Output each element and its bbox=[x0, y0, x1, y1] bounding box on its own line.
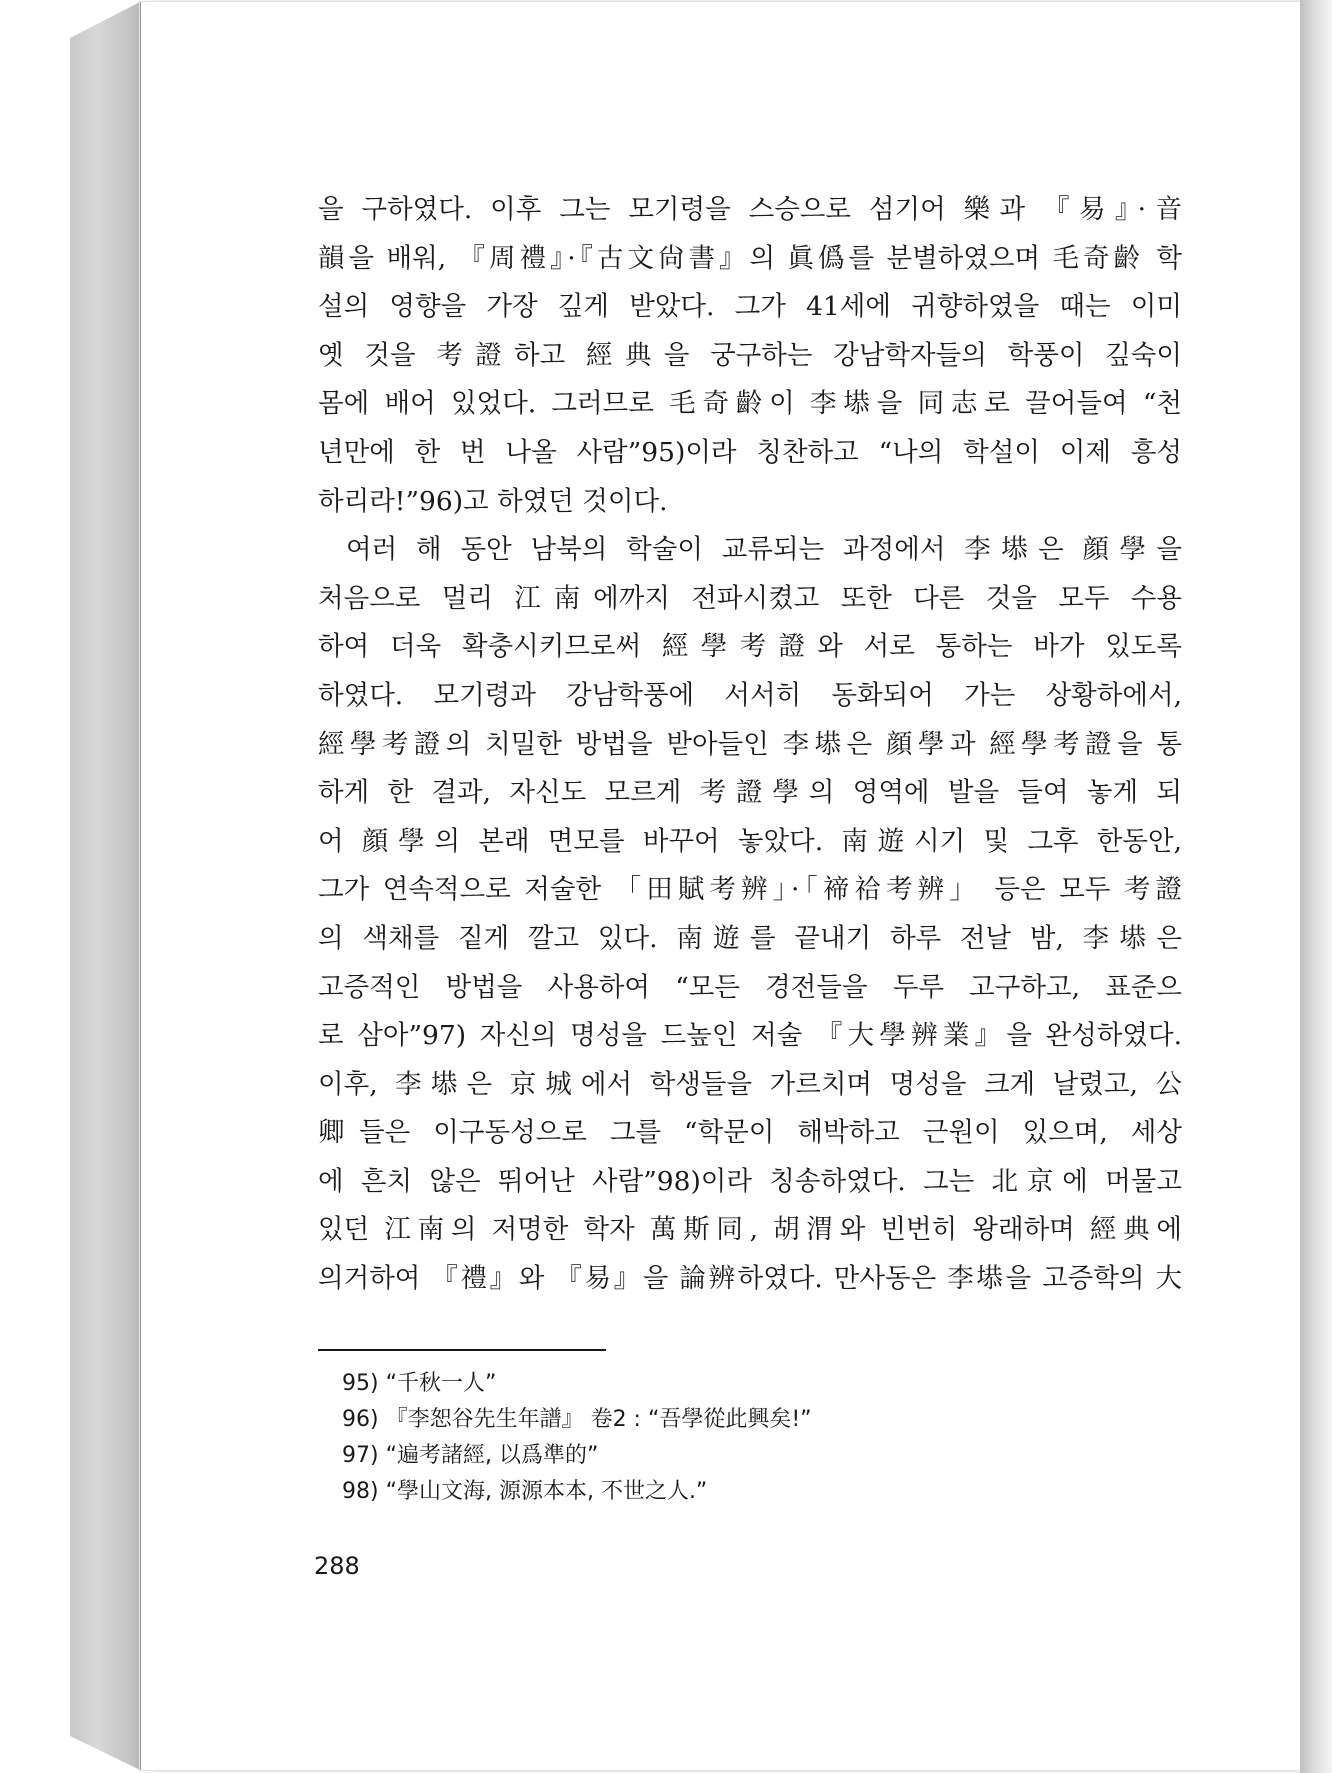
footnote-95: 95) “千秋一人” bbox=[342, 1371, 497, 1396]
body-text bbox=[318, 186, 1182, 1304]
book-spine bbox=[70, 2, 140, 1770]
body-line-18: 로 삼아”97) 자신의 명성을 드높인 저술 『大學辨業』을 완성하였다. bbox=[318, 1020, 1182, 1052]
body-line-12: 經學考證의 치밀한 방법을 받아들인 李塨은 顔學과 經學考證을 통 bbox=[318, 728, 1182, 760]
body-line-8: 여러 해 동안 남북의 학술이 교류되는 과정에서 李塨은 顔學을 bbox=[346, 534, 1182, 566]
body-line-3: 설의 영향을 가장 깊게 받았다. 그가 41세에 귀향하였을 때는 이미 bbox=[318, 291, 1182, 323]
body-line-16: 의 색채를 짙게 깔고 있다. 南遊를 끝내기 하루 전날 밤, 李塨은 bbox=[318, 922, 1182, 954]
body-line-2: 韻을 배워, 『周禮』·『古文尙書』의 眞僞를 분별하였으며 毛奇齡 학 bbox=[318, 242, 1182, 274]
body-line-13: 하게 한 결과, 자신도 모르게 考證學의 영역에 발을 들여 놓게 되 bbox=[318, 777, 1182, 809]
body-line-15: 그가 연속적으로 저술한 「田賦考辨」·「禘祫考辨」 등은 모두 考證 bbox=[318, 874, 1182, 906]
body-line-14: 어 顔學의 본래 면모를 바꾸어 놓았다. 南遊시기 및 그후 한동안, bbox=[318, 825, 1182, 857]
body-line-1: 을 구하였다. 이후 그는 모기령을 스승으로 섬기어 樂과 『易』·音 bbox=[318, 194, 1182, 225]
body-line-19: 이후, 李塨은 京城에서 학생들을 가르치며 명성을 크게 날렸고, 公 bbox=[318, 1068, 1182, 1100]
body-line-21: 에 흔치 않은 뛰어난 사람”98)이라 칭송하였다. 그는 北京에 머물고 bbox=[318, 1165, 1182, 1197]
page-number: 288 bbox=[314, 1552, 360, 1580]
body-line-20: 卿들은 이구동성으로 그를 “학문이 해박하고 근원이 있으며, 세상 bbox=[318, 1117, 1182, 1149]
body-line-6: 년만에 한 번 나올 사람”95)이라 칭찬하고 “나의 학설이 이제 흥성 bbox=[318, 436, 1182, 468]
footnotes bbox=[342, 1366, 1162, 1510]
footnote-98: 98) “學山文海, 源源本本, 不世之人.” bbox=[342, 1479, 708, 1504]
footnote-separator bbox=[318, 1349, 606, 1351]
body-line-17: 고증적인 방법을 사용하여 “모든 경전들을 두루 고구하고, 표준으 bbox=[318, 971, 1182, 1003]
body-line-10: 하여 더욱 확충시키므로써 經學考證와 서로 통하는 바가 있도록 bbox=[318, 631, 1182, 663]
footnote-96: 96) 『李恕谷先生年譜』 卷2 : “吾學從此興矣!” bbox=[342, 1407, 812, 1432]
body-line-23: 의거하여 『禮』와 『易』을 論辨하였다. 만사동은 李塨을 고증학의 大 bbox=[318, 1263, 1182, 1295]
body-line-11: 하였다. 모기령과 강남학풍에 서서히 동화되어 가는 상황하에서, bbox=[318, 679, 1182, 711]
body-line-9: 처음으로 멀리 江南에까지 전파시켰고 또한 다른 것을 모두 수용 bbox=[318, 582, 1182, 614]
page-edge-shadow bbox=[1300, 0, 1332, 1773]
body-line-22: 있던 江南의 저명한 학자 萬斯同, 胡渭와 빈번히 왕래하며 經典에 bbox=[318, 1214, 1182, 1246]
body-line-5: 몸에 배어 있었다. 그러므로 毛奇齡이 李塨을 同志로 끌어들여 “천 bbox=[318, 388, 1182, 420]
body-line-4: 옛 것을 考證하고 經典을 궁구하는 강남학자들의 학풍이 깊숙이 bbox=[318, 339, 1182, 371]
body-line-7: 하리라!”96)고 하였던 것이다. bbox=[318, 485, 668, 517]
footnote-97: 97) “遍考諸經, 以爲準的” bbox=[342, 1443, 599, 1468]
